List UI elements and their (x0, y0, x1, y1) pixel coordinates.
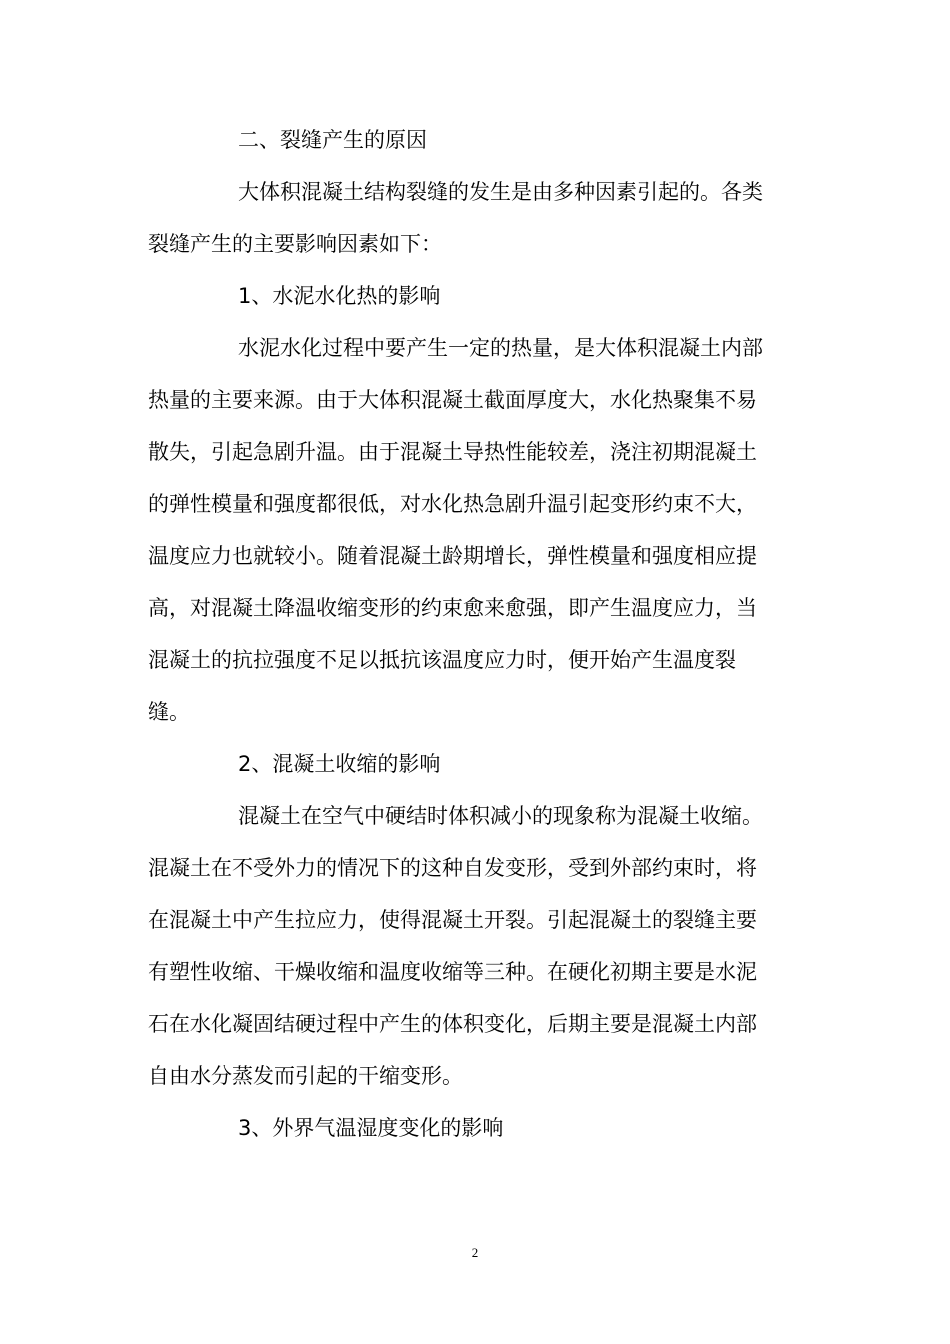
subsection-heading-3: 3、外界气温湿度变化的影响 (238, 1116, 504, 1140)
paragraph-line: 水泥水化过程中要产生一定的热量，是大体积混凝土内部 (238, 336, 763, 360)
paragraph-line: 裂缝产生的主要影响因素如下： (148, 232, 442, 256)
paragraph-line: 混凝土的抗拉强度不足以抵抗该温度应力时，便开始产生温度裂 (148, 648, 736, 672)
paragraph-line: 自由水分蒸发而引起的干缩变形。 (148, 1064, 463, 1088)
paragraph-line: 大体积混凝土结构裂缝的发生是由多种因素引起的。各类 (238, 180, 763, 204)
paragraph-line: 温度应力也就较小。随着混凝土龄期增长，弹性模量和强度相应提 (148, 544, 757, 568)
paragraph-line: 在混凝土中产生拉应力，使得混凝土开裂。引起混凝土的裂缝主要 (148, 908, 757, 932)
paragraph-line: 混凝土在不受外力的情况下的这种自发变形，受到外部约束时，将 (148, 856, 757, 880)
subsection-heading-2: 2、混凝土收缩的影响 (238, 752, 441, 776)
section-heading: 二、裂缝产生的原因 (238, 128, 427, 152)
paragraph-line: 缝。 (148, 700, 190, 724)
paragraph-line: 的弹性模量和强度都很低，对水化热急剧升温引起变形约束不大， (148, 492, 757, 516)
paragraph-line: 石在水化凝固结硬过程中产生的体积变化，后期主要是混凝土内部 (148, 1012, 757, 1036)
paragraph-line: 热量的主要来源。由于大体积混凝土截面厚度大，水化热聚集不易 (148, 388, 757, 412)
paragraph-line: 有塑性收缩、干燥收缩和温度收缩等三种。在硬化初期主要是水泥 (148, 960, 757, 984)
paragraph-line: 混凝土在空气中硬结时体积减小的现象称为混凝土收缩。 (238, 804, 763, 828)
paragraph-line: 高，对混凝土降温收缩变形的约束愈来愈强，即产生温度应力，当 (148, 596, 757, 620)
paragraph-line: 散失，引起急剧升温。由于混凝土导热性能较差，浇注初期混凝土 (148, 440, 757, 464)
document-body (148, 114, 802, 1154)
page-number: 2 (471, 1245, 479, 1260)
subsection-heading-1: 1、水泥水化热的影响 (238, 284, 441, 308)
